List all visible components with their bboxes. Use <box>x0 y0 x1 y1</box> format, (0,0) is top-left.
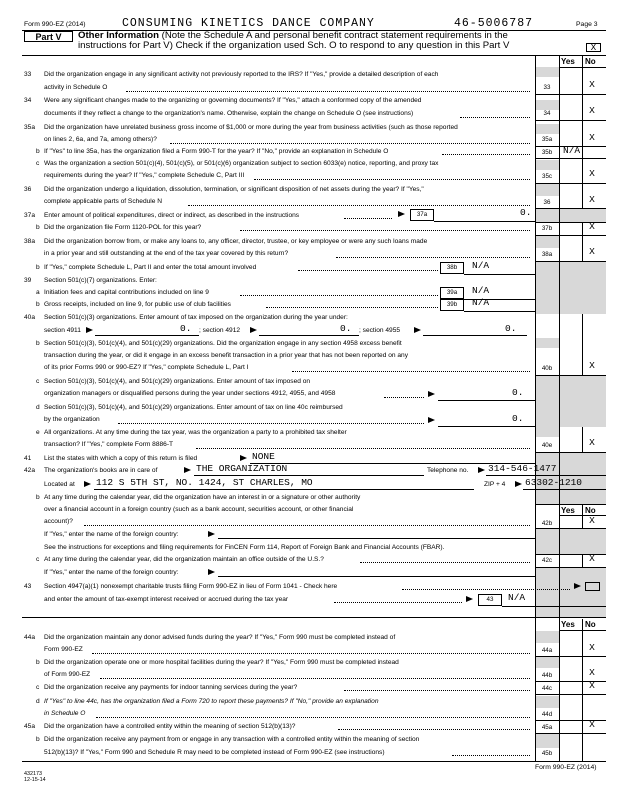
q44c-rule <box>535 694 606 695</box>
q36-rule <box>535 208 606 209</box>
q34-text-1: Were any significant changes made to the organizing or governing documents? If "Yes," attach a conformed copy of the amended <box>44 97 422 104</box>
yn-header-44-rule <box>559 630 606 631</box>
q43-check-arrow-icon <box>574 583 581 589</box>
q35c-no-answer[interactable]: X <box>589 168 595 179</box>
q37b-line-label: 37b <box>541 225 553 232</box>
shade-42b-ext <box>535 528 606 554</box>
q38a-text-2: in a prior year and still outstanding at the end of the tax year covered by this return? <box>44 250 289 257</box>
q34-no-answer[interactable]: X <box>589 105 595 116</box>
q43-line-label: 43 <box>478 594 502 606</box>
q42a-zip-arrow-icon <box>515 481 522 487</box>
q42c-leader <box>360 562 530 563</box>
q33-rule <box>535 94 606 95</box>
q44a-no-answer[interactable]: X <box>589 642 595 653</box>
shade-44d-a <box>535 696 559 708</box>
q42a-text-1: The organization's books are in care of <box>44 467 158 474</box>
q45b-text-1: Did the organization receive any payment from or engage in any transaction with a controlled entity within the meaning of section <box>44 736 420 743</box>
q42a-telephone-label: Telephone no. <box>427 467 469 474</box>
q42b-rule <box>535 528 606 529</box>
q43-text-1: Section 4947(a)(1) nonexempt charitable trusts filing Form 990-EZ in lieu of Form 1041 - Check here <box>44 583 338 590</box>
q39a-line-label: 39a <box>440 287 464 299</box>
q38b-num: b <box>36 264 40 271</box>
q39b-num: b <box>36 301 40 308</box>
q36-text-2: complete applicable parts of Schedule N <box>44 198 163 205</box>
q38a-leader <box>336 257 530 258</box>
q44b-text-2: of Form 990-EZ <box>44 671 91 678</box>
q42a-care-arrow-icon <box>184 467 191 473</box>
q42c-num: c <box>36 556 40 563</box>
q40a-section-4911: section 4911 <box>44 327 81 334</box>
q39b-text-1: Gross receipts, included on line 9, for public use of club facilities <box>44 301 231 308</box>
q45a-line-label: 45a <box>541 724 553 731</box>
q42a-tel-arrow-icon <box>478 467 485 473</box>
q35b-answer[interactable]: N/A <box>563 145 581 156</box>
q38a-no-answer[interactable]: X <box>589 246 595 257</box>
q35a-leader <box>170 143 530 144</box>
q44a-line-label: 44a <box>541 647 553 654</box>
q44a-leader <box>92 653 530 654</box>
q45b-leader <box>452 755 530 756</box>
q40a-section-4955: ; section 4955 <box>359 327 401 334</box>
q40b-leader <box>292 371 530 372</box>
q35b-rule <box>535 158 606 159</box>
q44b-text-1: Did the organization operate one or more hospital facilities during the year? If "Yes," Form 990 must be completed instead <box>44 659 399 666</box>
q38a-text-1: Did the organization borrow from, or make any loans to, any officer, director, trustee, or key employee or were any such loans made <box>44 238 428 245</box>
q43-check-leader <box>402 589 570 590</box>
q35c-leader <box>254 179 530 180</box>
q42c-no-answer[interactable]: X <box>589 553 595 564</box>
q39-num: 39 <box>24 277 32 284</box>
q33-text-1: Did the organization engage in any significant activity not previously reported to the IRS? If "Yes," provide a detailed description of each <box>44 71 439 78</box>
q44a-num: 44a <box>24 634 36 641</box>
q40d-num: d <box>36 404 40 411</box>
q42a-loc-arrow-icon <box>84 481 91 487</box>
q42c-text-1: At any time during the calendar year, did the organization maintain an office outside of the U.S.? <box>44 556 324 563</box>
q42a-address-underline <box>94 489 474 490</box>
q35c-text-1: Was the organization a section 501(c)(4), 501(c)(5), or 501(c)(6) organization subject to section 6033(e) notice, reporting, and proxy tax <box>44 160 439 167</box>
footer-codes <box>24 771 46 783</box>
q44d-line-label: 44d <box>541 711 553 718</box>
organization-name: CONSUMING KINETICS DANCE COMPANY <box>122 17 375 30</box>
q40c-arrow-icon <box>428 391 435 397</box>
q40e-text-2: transaction? If "Yes," complete Form 8886-T <box>44 441 174 448</box>
q37b-num: b <box>36 224 40 231</box>
q40b-no-answer[interactable]: X <box>589 360 595 371</box>
q37a-leader <box>344 218 392 219</box>
q41-text-1: List the states with which a copy of this return is filed <box>44 455 198 462</box>
q42a-telephone[interactable]: 314-546-1477 <box>488 463 557 474</box>
q35b-text-1: If "Yes" to line 35a, has the organization filed a Form 990-T for the year? If "No," provide an explanation in Schedule O <box>44 148 389 155</box>
q41-states[interactable]: NONE <box>252 451 275 462</box>
q40c-underline <box>438 400 535 401</box>
q33-leader <box>126 91 530 92</box>
q39a-text-1: Initiation fees and capital contributions included on line 9 <box>44 289 209 296</box>
q35b-line-label: 35b <box>541 149 553 156</box>
q34-text-2: documents if they reflect a change to the organization's name. Otherwise, explain the change on Schedule O (see instructions) <box>44 110 414 117</box>
q40a-4911-underline <box>95 335 199 336</box>
q42b-text-5: See the instructions for exceptions and filing requirements for FinCEN Form 114, Report of Foreign Bank and Financial Accounts (FBAR). <box>44 544 445 551</box>
q35c-text-2: requirements during the year? If "Yes," complete Schedule C, Part III <box>44 172 245 179</box>
q33-num: 33 <box>24 71 32 78</box>
q37b-no-answer[interactable]: X <box>589 221 595 232</box>
shade-35c-a <box>535 160 559 170</box>
q37b-leader <box>240 230 530 231</box>
q40d-leader <box>118 423 424 424</box>
part-v-title-line2: instructions for Part V) Check if the organization used Sch. O to respond to any question in this Part V <box>78 40 510 52</box>
q40d-arrow-icon <box>428 417 435 423</box>
shade-42c-43 <box>535 567 606 617</box>
part-v-title <box>78 31 574 52</box>
q44c-num: c <box>36 684 40 691</box>
ein: 46-5006787 <box>454 17 534 30</box>
q42a-located-label: Located at <box>44 481 75 488</box>
q40d-underline <box>438 426 535 427</box>
q44a-text-2: Form 990-EZ <box>44 646 83 653</box>
q44a-text-1: Did the organization maintain any donor advised funds during the year? If "Yes," Form 990 must be completed instead of <box>44 634 396 641</box>
q42c-country-arrow-icon <box>208 569 215 575</box>
q42c-country-underline <box>218 576 535 577</box>
q40e-no-answer[interactable]: X <box>589 437 595 448</box>
q44c-text-1: Did the organization receive any payments for indoor tanning services during the year? <box>44 684 298 691</box>
q38a-rule <box>535 261 606 262</box>
q40a-4955-arrow-icon <box>414 327 421 333</box>
form-bottom-rule <box>22 761 606 762</box>
q40a-4911-amount[interactable]: 0. <box>180 323 192 334</box>
q42c-rule <box>535 567 606 568</box>
form-label: Form 990-EZ (2014) <box>24 21 86 28</box>
yes-header: Yes <box>561 57 575 66</box>
q42a-zip[interactable]: 63302-1210 <box>525 477 583 488</box>
q37a-underline <box>434 221 535 222</box>
shade-34a <box>535 100 559 110</box>
q43-underline <box>502 606 606 607</box>
q45a-leader <box>338 729 530 730</box>
shade-44a-a <box>535 631 559 643</box>
q42a-address[interactable]: 112 S 5TH ST, NO. 1424, ST CHARLES, MO <box>96 477 313 488</box>
q40c-leader <box>384 397 424 398</box>
q39a-leader <box>240 295 438 296</box>
part-v-title-line1: (Note the Schedule A and personal benefit contract statement requirements in the <box>159 30 508 41</box>
part-v-label: Part V <box>24 31 73 42</box>
q35a-text-2: on lines 2, 6a, and 7a, among others)? <box>44 136 157 143</box>
q33-no-answer[interactable]: X <box>589 79 595 90</box>
col-no-left-1 <box>582 55 583 208</box>
q35a-text-1: Did the organization have unrelated business gross income of $1,000 or more during the year from business activities (such as those reported <box>44 124 458 131</box>
schedule-o-checkbox[interactable]: X <box>586 43 601 52</box>
q40a-4955-amount[interactable]: 0. <box>505 323 517 334</box>
q44d-num: d <box>36 698 40 705</box>
q42c-line-label: 42c <box>542 557 552 564</box>
q40a-4955-underline <box>423 335 527 336</box>
q39a-num: a <box>36 289 40 296</box>
shade-38b-40a <box>535 262 606 314</box>
footer-form-label: Form 990-EZ (2014) <box>535 764 597 771</box>
q44d-text-1: If "Yes" to line 44c, has the organization filed a Form 720 to report these payments? If "No," provide an explanation <box>44 698 379 705</box>
q38b-line-label: 38b <box>440 262 464 274</box>
shade-44b-a <box>535 656 559 668</box>
q44a-rule <box>535 656 606 657</box>
q43-amount-arrow-icon <box>466 596 473 602</box>
q44d-text-2: in Schedule O <box>44 710 86 717</box>
q40c-text-1: Section 501(c)(3), 501(c)(4), and 501(c)(29) organizations. Enter amount of tax imposed on <box>44 378 311 385</box>
q40b-text-3: of its prior Forms 990 or 990-EZ? If "Yes," complete Schedule L, Part I <box>44 364 249 371</box>
q43-num: 43 <box>24 583 32 590</box>
shade-37a <box>535 208 606 222</box>
footer-code-2: 12-15-14 <box>24 777 46 783</box>
q36-num: 36 <box>24 186 32 193</box>
q42b-text-1: At any time during the calendar year, did the organization have an interest in or a signature or other authority <box>44 494 361 501</box>
no-header-44: No <box>585 620 596 629</box>
q42a-zip-label: ZIP + 4 <box>484 481 506 488</box>
q38b-underline <box>464 274 535 275</box>
q44b-num: b <box>36 659 40 666</box>
q40e-text-1: All organizations. At any time during the tax year, was the organization a party to a prohibited tax shelter <box>44 429 347 436</box>
q42b-text-4: If "Yes," enter the name of the foreign country: <box>44 531 179 538</box>
q34-num: 34 <box>24 97 32 104</box>
shade-36-a <box>535 184 559 196</box>
q33-line-label: 33 <box>543 84 551 91</box>
q39b-leader <box>266 307 438 308</box>
q43-amount[interactable]: N/A <box>508 592 526 603</box>
shade-45b-a <box>535 734 559 748</box>
q42a-care-underline <box>194 475 424 476</box>
q40e-num: e <box>36 429 40 436</box>
q42b-line-label: 42b <box>541 520 553 527</box>
q38b-amount[interactable]: N/A <box>472 260 490 271</box>
footer-code-1: 432173 <box>24 771 42 777</box>
q44b-line-label: 44b <box>541 672 553 679</box>
q45b-text-2: 512(b)(13)? If "Yes," Form 990 and Schedule R may need to be completed instead of Form 990-EZ (see instructions) <box>44 749 385 756</box>
q42b-no-answer[interactable]: X <box>589 515 595 526</box>
q40a-4912-arrow-icon <box>250 327 257 333</box>
q40a-4912-amount[interactable]: 0. <box>340 323 352 334</box>
shade-40b-a <box>535 338 559 348</box>
q44b-leader <box>100 678 530 679</box>
q40b-text-1: Section 501(c)(3), 501(c)(4), and 501(c)(29) organizations. Did the organization engage in any section 4958 excess benefit <box>44 340 402 347</box>
yn-header-rule <box>559 67 606 68</box>
part-v-title-bold: Other Information <box>78 30 160 41</box>
q40b-text-2: transaction during the year, or did it engage in an excess benefit transaction in a prior year that has not been reported on any <box>44 352 408 359</box>
q38b-text-1: If "Yes," complete Schedule L, Part II and enter the total amount involved <box>44 264 257 271</box>
q35a-line-label: 35a <box>541 136 553 143</box>
q41-num: 41 <box>24 455 32 462</box>
q36-no-answer[interactable]: X <box>589 194 595 205</box>
q44d-leader <box>96 717 530 718</box>
shade-38a-a <box>535 236 559 248</box>
q42a-care-of[interactable]: THE ORGANIZATION <box>196 463 288 474</box>
q42c-text-2: If "Yes," enter the name of the foreign country: <box>44 569 179 576</box>
q42a-zip-underline <box>523 489 606 490</box>
q40a-text-1: Section 501(c)(3) organizations. Enter amount of tax imposed on the organization during the year under: <box>44 314 348 321</box>
lower-block-rule <box>22 617 606 618</box>
q40c-num: c <box>36 378 40 385</box>
q42a-tel-underline <box>486 475 606 476</box>
q39b-line-label: 39b <box>440 299 464 311</box>
q43-amount-leader <box>334 602 462 603</box>
q35a-no-answer[interactable]: X <box>589 132 595 143</box>
q38b-leader <box>298 270 438 271</box>
q40a-4912-underline <box>259 335 359 336</box>
yes-header-42: Yes <box>561 506 575 515</box>
q42b-country-arrow-icon <box>208 531 215 537</box>
q37a-num: 37a <box>24 212 36 219</box>
q40e-rule <box>535 452 606 453</box>
grid-top-rule <box>22 55 606 56</box>
q35c-num: c <box>36 160 40 167</box>
q39b-underline <box>464 311 535 312</box>
q42b-text-2: over a financial account in a foreign country (such as a bank account, securities account, or other financial <box>44 506 354 513</box>
q45a-no-answer[interactable]: X <box>589 719 595 730</box>
q37a-line-label: 37a <box>410 209 434 221</box>
page-number: Page 3 <box>576 21 598 28</box>
q40b-rule <box>535 375 606 376</box>
q35c-line-label: 35c <box>542 173 552 180</box>
q38a-line-label: 38a <box>541 251 553 258</box>
q45a-num: 45a <box>24 723 36 730</box>
q34-rule <box>535 120 606 121</box>
q37a-text-1: Enter amount of political expenditures, direct or indirect, as described in the instructions <box>44 212 300 219</box>
q34-line-label: 34 <box>543 110 551 117</box>
shade-40e-a <box>535 427 559 437</box>
q45b-line-label: 45b <box>541 750 553 757</box>
q40d-amount[interactable]: 0. <box>512 413 524 424</box>
q41-arrow-icon <box>240 455 247 461</box>
q40a-section-4912: ; section 4912 <box>199 327 241 334</box>
q43-checkbox[interactable] <box>585 582 600 591</box>
q33-text-2: activity in Schedule O <box>44 84 108 91</box>
q39-text-1: Section 501(c)(7) organizations. Enter: <box>44 277 157 284</box>
q44c-no-answer[interactable]: X <box>589 680 595 691</box>
q35c-rule <box>535 183 606 184</box>
q42b-num: b <box>36 494 40 501</box>
q45a-rule <box>535 733 606 734</box>
no-header: No <box>585 57 596 66</box>
q37b-text-1: Did the organization file Form 1120-POL for this year? <box>44 224 202 231</box>
q42a-num: 42a <box>24 467 36 474</box>
shade-35a-a <box>535 124 559 134</box>
q36-text-1: Did the organization undergo a liquidation, dissolution, termination, or significant disposition of net assets during the year? If "Yes," <box>44 186 424 193</box>
q39b-amount[interactable]: N/A <box>472 297 490 308</box>
q40d-text-2: by the organization <box>44 416 100 423</box>
yes-header-44: Yes <box>561 620 575 629</box>
q42b-country-underline <box>218 538 535 539</box>
q40a-4911-arrow-icon <box>86 327 93 333</box>
q37a-arrow-icon <box>398 211 405 217</box>
q44c-leader <box>344 690 530 691</box>
q45a-text-1: Did the organization have a controlled entity within the meaning of section 512(b)(13)? <box>44 723 296 730</box>
q40d-text-1: Section 501(c)(3), 501(c)(4), and 501(c)(29) organizations. Enter amount of tax on line 40c reimbursed <box>44 404 343 411</box>
q42b-top-rule <box>535 504 606 505</box>
q39a-amount[interactable]: N/A <box>472 285 490 296</box>
q38a-num: 38a <box>24 238 36 245</box>
q45b-num: b <box>36 736 40 743</box>
q40c-text-2: organization managers or disqualified persons during the year under sections 4912, 4955, and 4958 <box>44 390 336 397</box>
q42b-text-3: account)? <box>44 518 73 525</box>
q35b-leader <box>442 154 530 155</box>
q37b-rule <box>535 235 606 236</box>
q44b-no-answer[interactable]: X <box>589 667 595 678</box>
q40b-num: b <box>36 340 40 347</box>
q40a-num: 40a <box>24 314 36 321</box>
shade-40c-40d <box>535 375 606 427</box>
q40b-line-label: 40b <box>541 365 553 372</box>
q35a-num: 35a <box>24 124 36 131</box>
q40e-line-label: 40e <box>541 442 553 449</box>
q36-leader <box>188 205 530 206</box>
q44c-line-label: 44c <box>542 685 552 692</box>
q34-leader <box>460 117 530 118</box>
q37a-amount[interactable]: 0. <box>520 207 532 218</box>
q43-text-2: and enter the amount of tax-exempt interest received or accrued during the tax year <box>44 596 289 603</box>
q40c-amount[interactable]: 0. <box>512 387 524 398</box>
q40e-leader <box>196 448 530 449</box>
q42b-leader <box>84 525 530 526</box>
q36-line-label: 36 <box>543 199 551 206</box>
shade-33a <box>535 67 559 77</box>
no-header-42: No <box>585 506 596 515</box>
q35b-num: b <box>36 148 40 155</box>
